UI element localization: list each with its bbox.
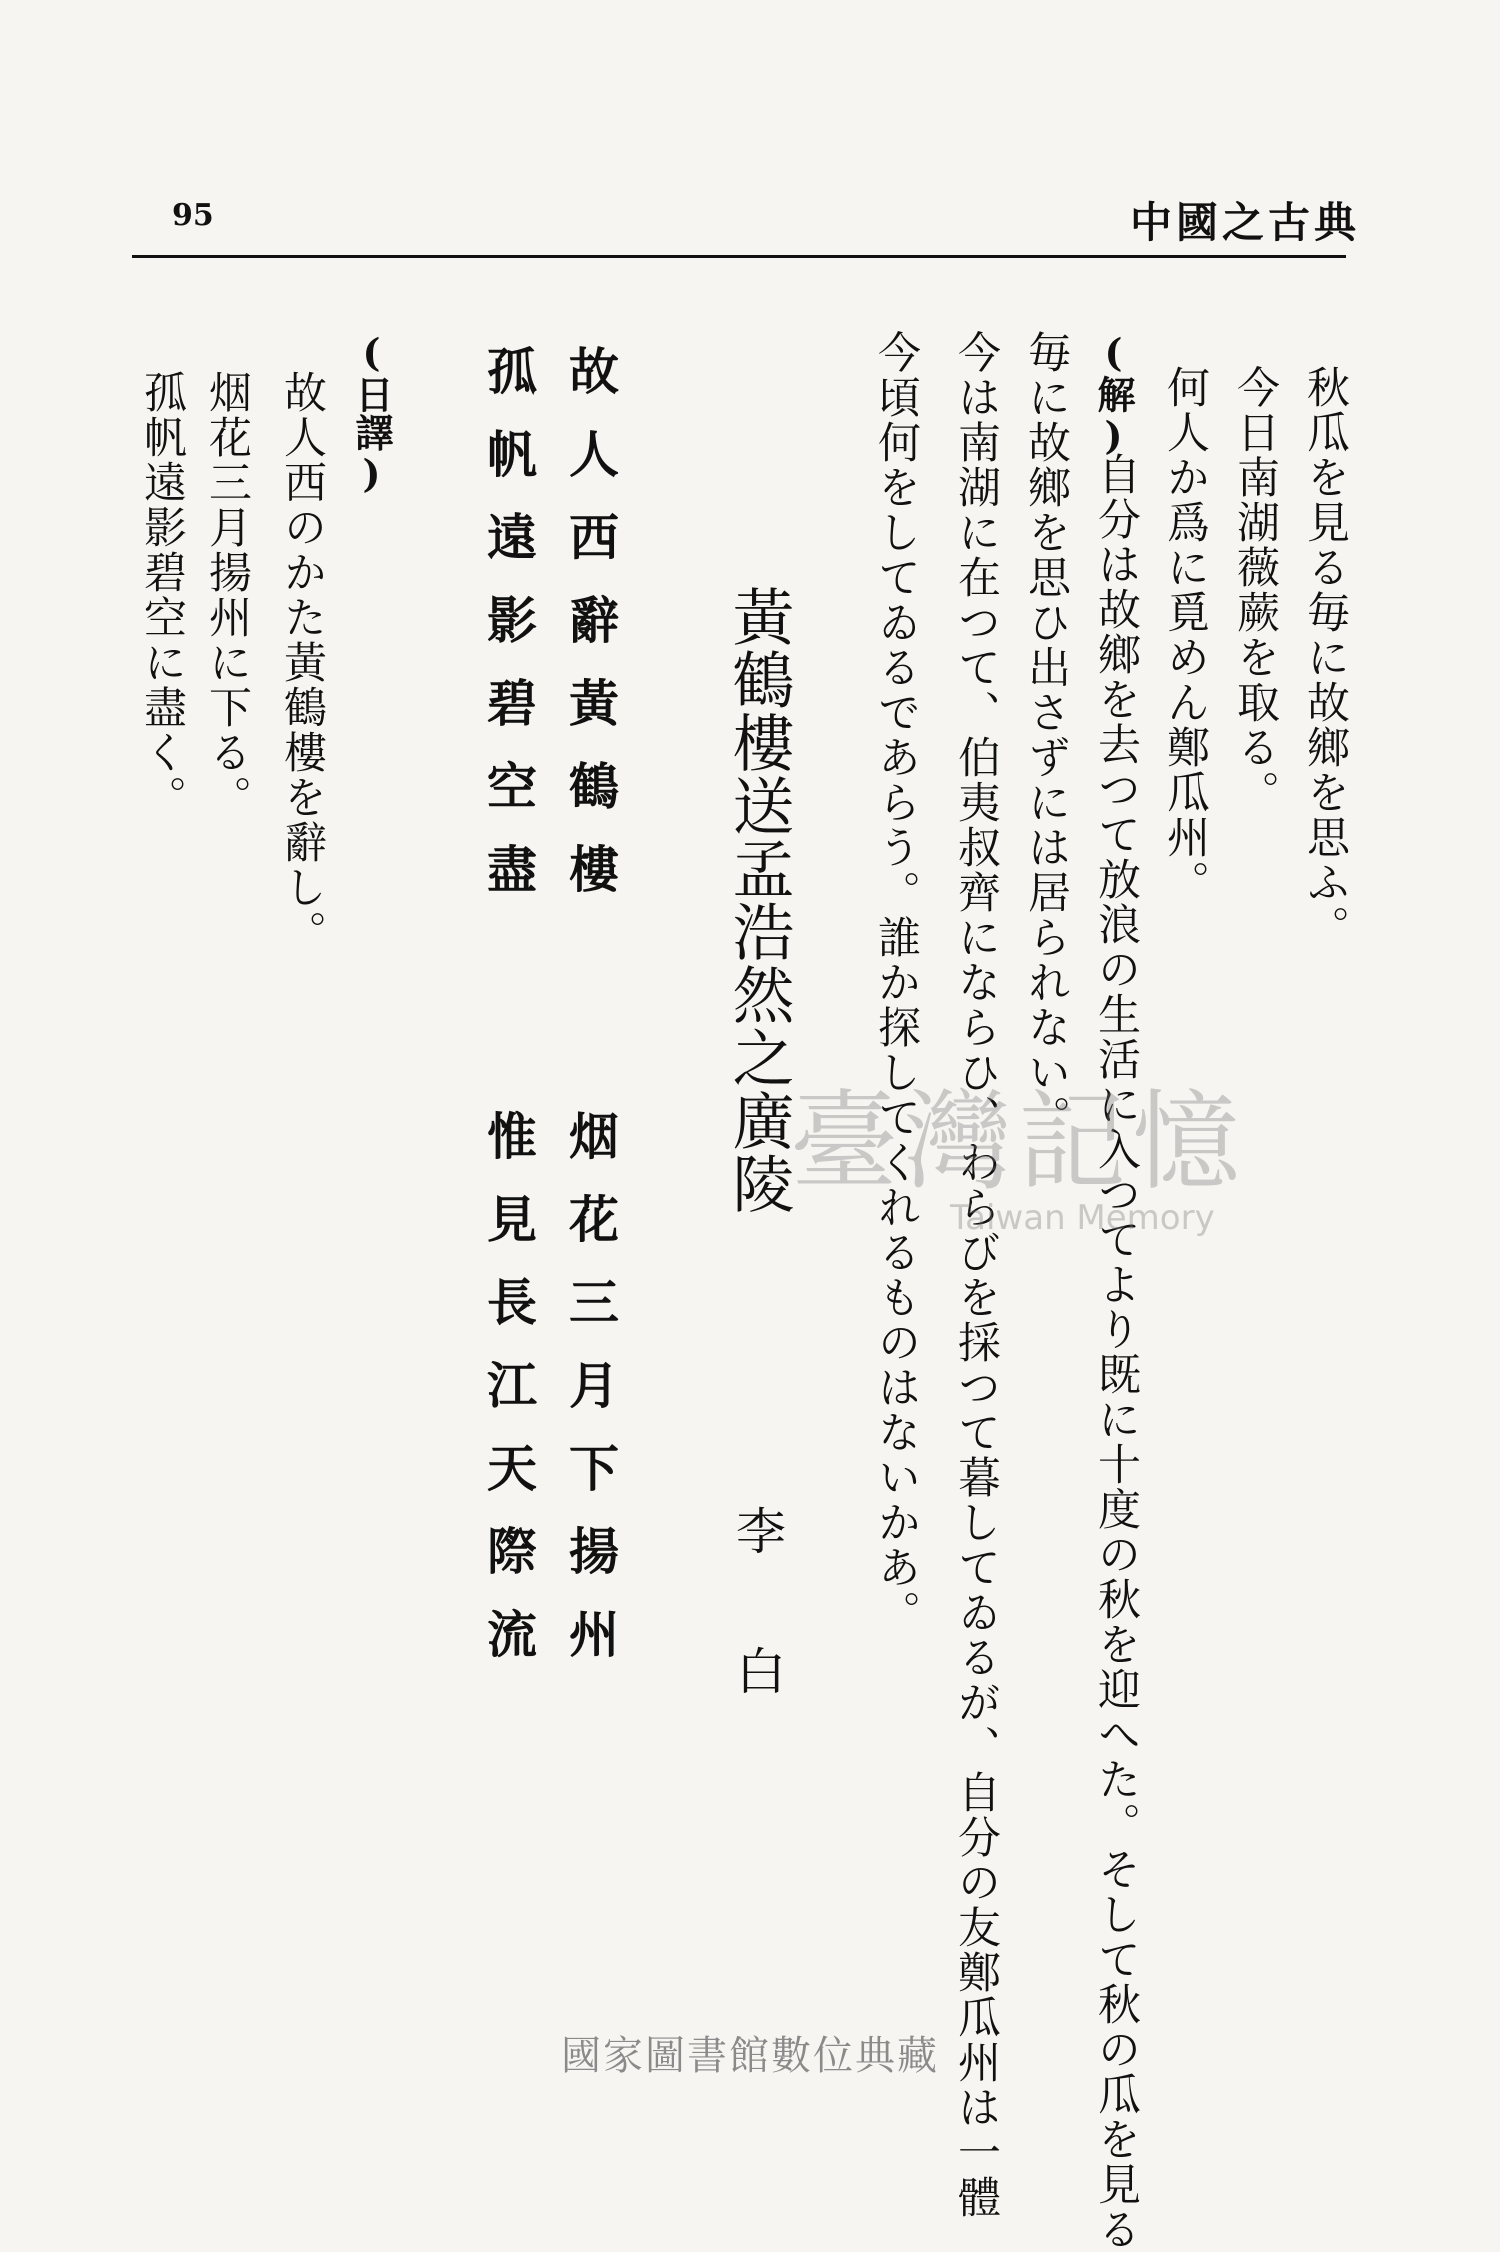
watermark [790,1055,1246,1238]
watermark-subtext: Taiwan Memory [950,1198,1215,1238]
watermark-text: 臺灣記憶 [790,1080,1247,1205]
poem-line-2b: 惟見長江天際流 [479,1110,538,1691]
poem-title: 黃鶴樓送孟浩然之廣陵 [722,585,795,1215]
header-rule [132,255,1346,258]
prose-line-5: 毎に故鄉を思ひ出さずには居られない。 [1021,330,1071,1140]
prose-line-1: 秋瓜を見る毎に故鄉を思ふ。 [1300,365,1350,950]
translation-line-2: 烟花三月揚州に下る。 [202,370,252,820]
footer-credit: 國家圖書館數位典藏 [561,2033,939,2079]
prose-line-3: 何人か爲に覓めん鄭瓜州。 [1160,365,1210,905]
page-number: 95 [172,198,214,233]
poem-line-2a: 孤帆遠影碧空盡 [479,345,538,926]
prose-line-2: 今日南湖薇蕨を取る。 [1230,365,1280,815]
translation-line-3: 孤帆遠影碧空に盡く。 [137,370,187,820]
prose-line-4: 自分は故鄉を去つて放浪の生活に入つてより既に十度の秋を迎へた。そして秋の瓜を見る [1091,452,1141,2252]
poem-line-1b: 烟花三月下揚州 [561,1110,620,1691]
prose-line-6: 今は南湖に在つて、伯夷叔齊にならひ、わらびを採つて暮してゐるが、自分の友鄭瓜州は一體 [951,330,1001,2220]
poem-line-1a: 故人西辭黃鶴樓 [561,345,620,926]
running-head: 中國之古典 [1130,198,1361,247]
prose-line-7: 今頃何をしてゐるであらう。誰か探してくれるものはないかあ。 [871,330,921,1635]
poem-author: 李白 [728,1505,786,1785]
translation-line-1: 故人西のかた黃鶴樓を辭し。 [277,370,327,955]
kai-label: (解) [1091,330,1136,458]
translation-label: (日譯) [349,330,394,496]
